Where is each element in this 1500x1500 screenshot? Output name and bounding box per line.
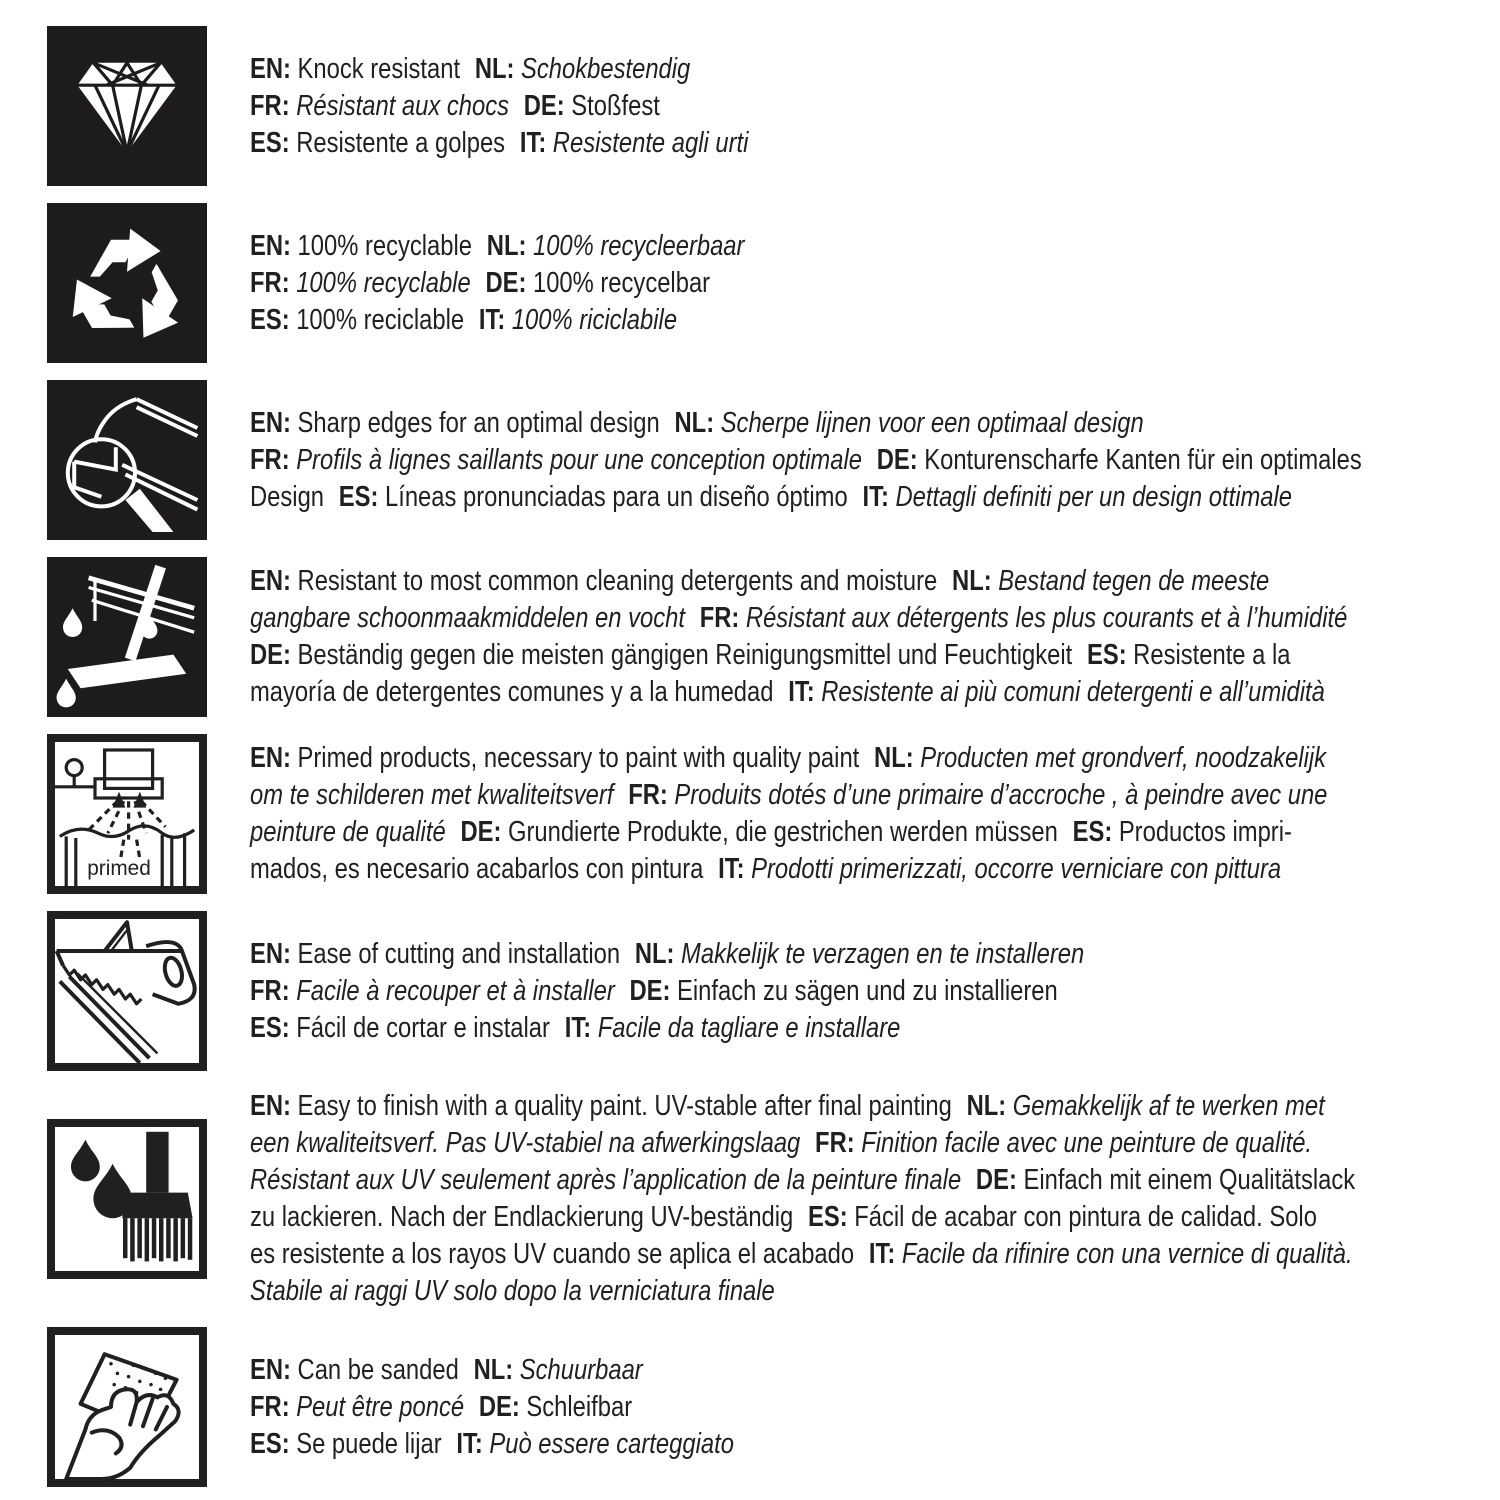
paint-finish-icon xyxy=(47,1119,207,1279)
language-label: ES: xyxy=(1072,816,1113,848)
feature-text xyxy=(250,1352,1275,1463)
sharp-edges-icon xyxy=(47,380,207,540)
feature-row xyxy=(47,1088,1500,1310)
language-label: EN: xyxy=(250,52,291,85)
feature-text xyxy=(250,740,1327,888)
text-line xyxy=(250,1352,1275,1389)
feature-row xyxy=(47,911,1500,1071)
language-label: DE: xyxy=(478,1390,520,1423)
feature-description: Grundierte Produkte, die gestrichen werden müssen xyxy=(507,816,1058,848)
text-line xyxy=(250,51,1275,88)
feature-description: Resistente a la xyxy=(1133,639,1291,671)
feature-text xyxy=(250,405,1362,516)
recyclable-icon xyxy=(47,203,207,363)
feature-description: zu lackieren. Nach der Endlackierung UV-beständig xyxy=(250,1201,794,1233)
primed-icon xyxy=(47,734,207,894)
feature-description: Konturenscharfe Kanten für ein optimales xyxy=(924,443,1362,476)
text-line xyxy=(250,302,1275,339)
text-line xyxy=(250,1236,1355,1273)
feature-description: peinture de qualité xyxy=(250,816,446,848)
language-label: EN: xyxy=(250,937,291,970)
language-label: NL: xyxy=(634,937,675,970)
language-label: NL: xyxy=(474,52,515,85)
language-label: DE: xyxy=(460,816,502,848)
feature-description: 100% riciclabile xyxy=(511,303,678,336)
language-label: DE: xyxy=(250,639,291,671)
feature-text xyxy=(250,1088,1355,1310)
feature-description: Profils à lignes saillants pour une conception optimale xyxy=(296,443,862,476)
language-label: IT: xyxy=(564,1011,592,1044)
language-label: IT: xyxy=(862,480,889,513)
feature-description: Einfach zu sägen und zu installieren xyxy=(677,974,1058,1007)
feature-description: 100% reciclable xyxy=(296,303,465,336)
feature-text xyxy=(250,936,1275,1047)
feature-description: Stoßfest xyxy=(571,89,660,122)
language-label: NL: xyxy=(952,565,992,597)
text-line xyxy=(250,1010,1275,1047)
feature-description: Fácil de cortar e instalar xyxy=(296,1011,550,1044)
language-label: FR: xyxy=(815,1127,855,1159)
feature-description: Se puede lijar xyxy=(296,1427,442,1460)
text-line xyxy=(250,600,1347,637)
feature-description: Resistant to most common cleaning detergents and moisture xyxy=(297,565,938,597)
feature-description: Knock resistant xyxy=(297,52,461,85)
feature-description: Fácil de acabar con pintura de calidad. Solo xyxy=(854,1201,1317,1233)
language-label: EN: xyxy=(250,229,291,262)
knock-resistant-icon xyxy=(47,26,207,186)
text-line xyxy=(250,265,1275,302)
language-label: ES: xyxy=(250,1427,290,1460)
language-label: NL: xyxy=(874,742,914,774)
language-label: ES: xyxy=(1086,639,1127,671)
feature-description: Peut être poncé xyxy=(296,1390,465,1423)
primed-label: primed xyxy=(87,856,151,880)
feature-description: Schokbestendig xyxy=(521,52,691,85)
sanding-icon xyxy=(47,1327,207,1487)
feature-text xyxy=(250,51,1275,162)
language-label: DE: xyxy=(975,1164,1017,1196)
language-label: FR: xyxy=(250,443,290,476)
language-label: IT: xyxy=(456,1427,483,1460)
feature-row xyxy=(47,380,1500,540)
cleaning-resistant-icon xyxy=(47,557,207,717)
feature-description: om te schilderen met kwaliteitsverf xyxy=(250,779,614,811)
feature-description: Prodotti primerizzati, occorre verniciare con pittura xyxy=(751,853,1282,885)
feature-description: 100% recyclable xyxy=(296,266,471,299)
text-line xyxy=(250,125,1275,162)
language-label: EN: xyxy=(250,1353,291,1386)
feature-row xyxy=(47,26,1500,186)
text-line xyxy=(250,563,1347,600)
language-label: DE: xyxy=(485,266,527,299)
language-label: FR: xyxy=(250,266,290,299)
language-label: IT: xyxy=(478,303,506,336)
text-line xyxy=(250,1199,1355,1236)
text-line xyxy=(250,88,1275,125)
feature-description: Resistente agli urti xyxy=(552,126,749,159)
language-label: EN: xyxy=(250,406,291,439)
language-label: FR: xyxy=(250,89,290,122)
feature-text xyxy=(250,563,1347,711)
feature-description: 100% recycelbar xyxy=(532,266,711,299)
language-label: EN: xyxy=(250,742,291,774)
feature-description: Productos impri- xyxy=(1118,816,1292,848)
feature-description: Facile à recouper et à installer xyxy=(296,974,615,1007)
text-line xyxy=(250,479,1362,516)
language-label: DE: xyxy=(629,974,671,1007)
language-label: EN: xyxy=(250,565,291,597)
feature-description: Résistant aux chocs xyxy=(296,89,509,122)
feature-description: Dettagli definiti per un design ottimale xyxy=(895,480,1293,513)
language-label: ES: xyxy=(250,1011,290,1044)
feature-row xyxy=(47,734,1500,894)
text-line xyxy=(250,442,1362,479)
language-label: DE: xyxy=(523,89,565,122)
feature-description: 100% recycleerbaar xyxy=(532,229,745,262)
text-line xyxy=(250,777,1327,814)
language-label: ES: xyxy=(250,126,290,159)
feature-description: Facile da rifinire con una vernice di qualità. xyxy=(901,1238,1353,1270)
feature-description: gangbare schoonmaakmiddelen en vocht xyxy=(250,602,685,634)
feature-description: Scherpe lijnen voor een optimaal design xyxy=(720,406,1144,439)
language-label: ES: xyxy=(338,480,379,513)
language-label: NL: xyxy=(486,229,527,262)
feature-description: Bestand tegen de meeste xyxy=(998,565,1270,597)
language-label: IT: xyxy=(868,1238,896,1270)
language-label: IT: xyxy=(519,126,547,159)
text-line xyxy=(250,1162,1355,1199)
feature-description: Sharp edges for an optimal design xyxy=(297,406,660,439)
text-line xyxy=(250,405,1362,442)
feature-description: Può essere carteggiato xyxy=(489,1427,734,1460)
feature-description: Produits dotés d’une primaire d’accroche , à peindre avec une xyxy=(674,779,1328,811)
language-label: NL: xyxy=(966,1090,1007,1122)
language-label: FR: xyxy=(250,974,290,1007)
text-line xyxy=(250,1426,1275,1463)
feature-description: Schleifbar xyxy=(526,1390,633,1423)
feature-description: mayoría de detergentes comunes y a la humedad xyxy=(250,676,774,708)
cutting-icon xyxy=(47,911,207,1071)
text-line xyxy=(250,228,1275,265)
text-line xyxy=(250,1088,1355,1125)
feature-description: Producten met grondverf, noodzakelijk xyxy=(920,742,1327,774)
feature-description: Resistente a golpes xyxy=(296,126,506,159)
feature-description: 100% recyclable xyxy=(297,229,473,262)
feature-description: Beständig gegen die meisten gängigen Reinigungsmittel und Feuchtigkeit xyxy=(297,639,1073,671)
feature-row xyxy=(47,557,1500,717)
text-line xyxy=(250,674,1347,711)
text-line xyxy=(250,1273,1355,1310)
text-line xyxy=(250,936,1275,973)
language-label: DE: xyxy=(876,443,918,476)
language-label: FR: xyxy=(250,1390,290,1423)
feature-description: Design xyxy=(250,480,325,513)
language-label: IT: xyxy=(718,853,745,885)
feature-description: Easy to finish with a quality paint. UV-stable after final painting xyxy=(297,1090,952,1122)
text-line xyxy=(250,740,1327,777)
text-line xyxy=(250,1125,1355,1162)
language-label: ES: xyxy=(250,303,290,336)
language-label: EN: xyxy=(250,1090,291,1122)
text-line xyxy=(250,637,1347,674)
feature-description: Resistente ai più comuni detergenti e all’umidità xyxy=(821,676,1325,708)
feature-description: es resistente a los rayos UV cuando se aplica el acabado xyxy=(250,1238,855,1270)
feature-description: Einfach mit einem Qualitätslack xyxy=(1023,1164,1356,1196)
text-line xyxy=(250,851,1327,888)
language-label: IT: xyxy=(788,676,815,708)
feature-description: Schuurbaar xyxy=(519,1353,643,1386)
language-label: NL: xyxy=(674,406,715,439)
language-label: FR: xyxy=(628,779,668,811)
language-label: ES: xyxy=(808,1201,848,1233)
feature-description: Makkelijk te verzagen en te installeren xyxy=(681,937,1085,970)
language-label: NL: xyxy=(473,1353,514,1386)
text-line xyxy=(250,814,1327,851)
feature-text xyxy=(250,228,1275,339)
feature-description: Can be sanded xyxy=(297,1353,459,1386)
feature-description: Résistant aux UV seulement après l’application de la peinture finale xyxy=(250,1164,962,1196)
feature-description: Gemakkelijk af te werken met xyxy=(1012,1090,1325,1122)
feature-description: Ease of cutting and installation xyxy=(297,937,621,970)
feature-description: Primed products, necessary to paint with quality paint xyxy=(297,742,860,774)
text-line xyxy=(250,1389,1275,1426)
language-label: FR: xyxy=(699,602,740,634)
feature-description: Finition facile avec une peinture de qualité. xyxy=(861,1127,1313,1159)
feature-description: een kwaliteitsverf. Pas UV-stabiel na afwerkingslaag xyxy=(250,1127,801,1159)
feature-description: Líneas pronunciadas para un diseño óptimo xyxy=(384,480,848,513)
text-line xyxy=(250,973,1275,1010)
feature-description: mados, es necesario acabarlos con pintura xyxy=(250,853,704,885)
feature-description: Stabile ai raggi UV solo dopo la verniciatura finale xyxy=(250,1275,775,1307)
feature-description: Résistant aux détergents les plus courants et à l’humidité xyxy=(745,602,1348,634)
feature-row xyxy=(47,1327,1500,1487)
feature-description: Facile da tagliare e installare xyxy=(597,1011,901,1044)
feature-row xyxy=(47,203,1500,363)
